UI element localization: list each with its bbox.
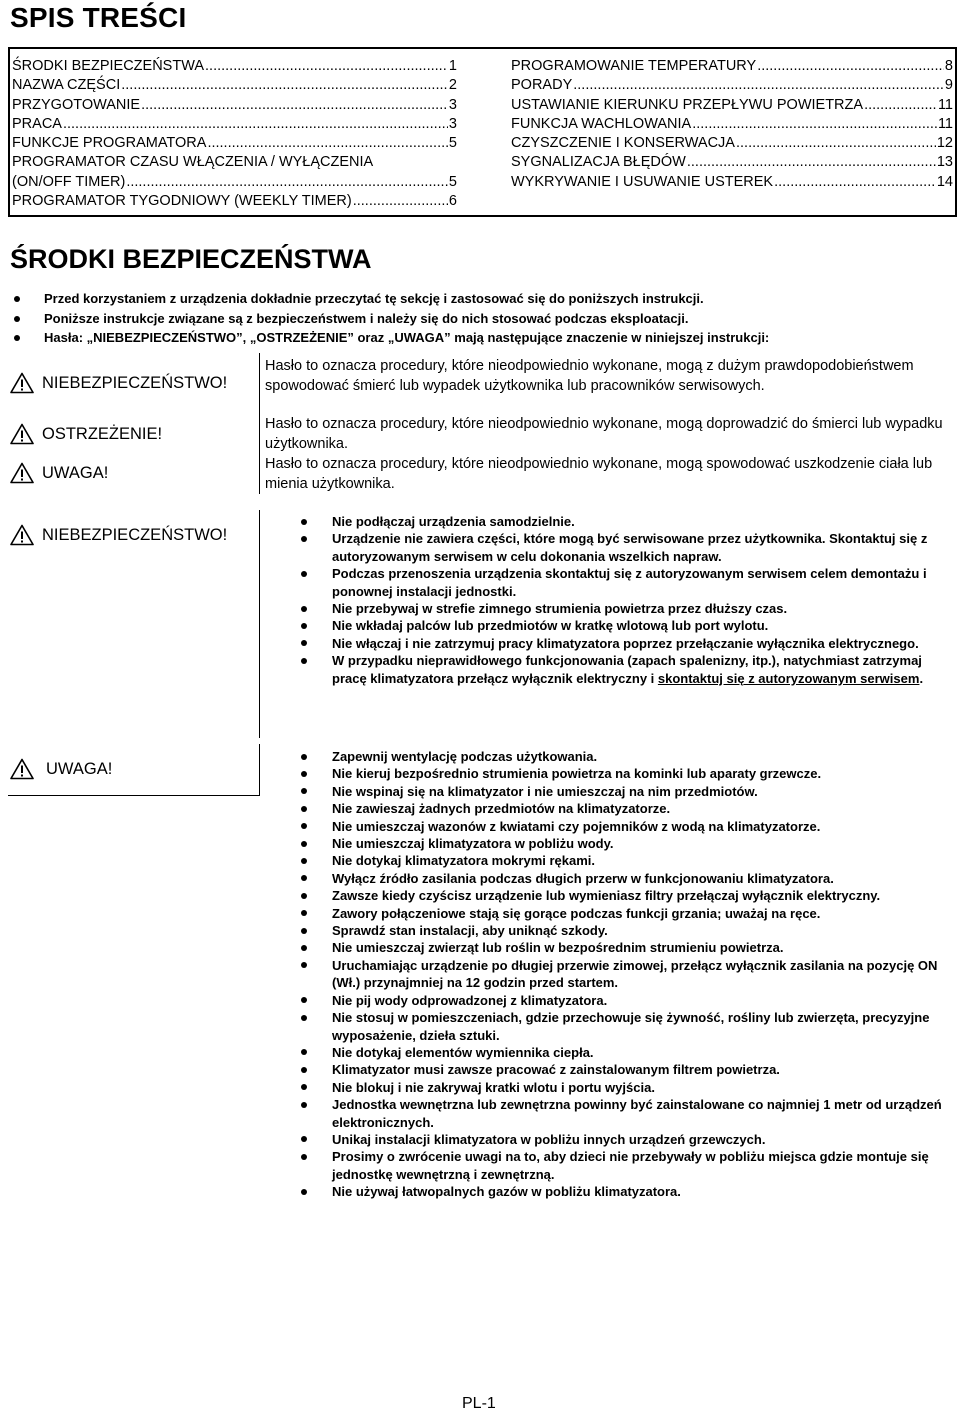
page-title: SPIS TREŚCI [10, 2, 187, 33]
danger-item [300, 600, 950, 617]
toc-entry-page: 6 [448, 193, 457, 210]
toc-entry[interactable] [511, 115, 953, 134]
toc-entry[interactable] [511, 96, 953, 115]
definition-text: Hasło to oznacza procedury, które nieodpowiednio wykonane, mogą doprowadzić do śmierci lub wypadku użytkownika. [265, 416, 943, 452]
caution-item-text: Nie dotykaj elementów wymiennika ciepła. [332, 1044, 594, 1060]
toc-entry-page: 12 [936, 135, 953, 152]
caution-item [300, 783, 950, 800]
bullet-icon [301, 806, 307, 812]
bullet-icon [301, 823, 307, 829]
caution-item [300, 1009, 950, 1044]
toc-entry-page: 5 [448, 173, 457, 190]
toc-entry[interactable] [511, 153, 953, 172]
danger-label [10, 524, 227, 546]
toc-leader-dots [757, 57, 944, 76]
intro-item [14, 328, 944, 348]
caution-item-text: Zawory połączeniowe stają się gorące podczas funkcji grzania; uważaj na ręce. [332, 905, 821, 921]
danger-item-text: W przypadku nieprawidłowego funkcjonowania (zapach spalenizny, itp.), natychmiast zatrzymaj pracę klimatyzatora przełącz wyłącznik elektryczny i skontaktuj się z autoryzowanym serwisem. [332, 653, 924, 686]
page-number: PL-1 [462, 1395, 496, 1412]
toc-leader-dots [573, 76, 944, 95]
bullet-icon [301, 910, 307, 916]
caution-item [300, 818, 950, 835]
bullet-icon [14, 335, 20, 341]
danger-item-text: Podczas przenoszenia urządzenia skontaktuj się z autoryzowanym serwisem celem demontażu i ponownej instalacji jednostki. [332, 566, 927, 599]
caution-item-text: Jednostka wewnętrzna lub zewnętrzna powinny być zainstalowane co najmniej 1 metr od urządzeń elektronicznych. [332, 1097, 942, 1130]
danger-list [300, 513, 950, 687]
toc-entry-page: 11 [937, 115, 953, 132]
caution-item [300, 1061, 950, 1078]
bullet-icon [301, 928, 307, 934]
definition-label-warning [10, 423, 162, 445]
caution-label-text: UWAGA! [46, 759, 113, 778]
definition-label: UWAGA! [42, 463, 109, 482]
bullet-icon [301, 658, 307, 664]
toc-entry-page: 9 [944, 77, 953, 94]
caution-item-text: Nie używaj łatwopalnych gazów w pobliżu klimatyzatora. [332, 1184, 681, 1200]
caution-item [300, 852, 950, 869]
caution-item [300, 870, 950, 887]
intro-item-text: Hasła: „NIEBEZPIECZEŃSTWO”, „OSTRZEŻENIE” oraz „UWAGA” mają następujące znaczenie w niniejszej instrukcji: [44, 330, 770, 345]
intro-item [14, 309, 944, 329]
caution-item-text: Uruchamiając urządzenie po długiej przerwie zimowej, przełącz wyłącznik zasilania na pozycję ON (Wł.) przynajmniej na 12 godzin przed startem. [332, 957, 938, 991]
toc-entry[interactable] [12, 76, 457, 95]
bullet-icon [301, 858, 307, 864]
caution-item-text: Nie umieszczaj wazonów z kwiatami czy pojemników z wodą na klimatyzatorze. [332, 818, 821, 834]
warning-triangle-icon [10, 423, 34, 445]
caution-item-text: Sprawdź stan instalacji, aby uniknąć szkody. [332, 923, 608, 939]
table-of-contents [8, 47, 957, 217]
toc-entry-page: 8 [944, 58, 953, 74]
definition-label: NIEBEZPIECZEŃSTWO! [42, 373, 228, 392]
bullet-icon [301, 962, 307, 968]
bullet-icon [301, 623, 307, 629]
caution-item-text: Nie kieruj bezpośrednio strumienia powietrza na kominki lub aparaty grzewcze. [332, 766, 822, 782]
warning-triangle-icon [10, 372, 34, 394]
bullet-icon [301, 571, 307, 577]
warning-triangle-icon [10, 524, 34, 546]
toc-leader-dots [126, 173, 448, 192]
toc-entry-page: 13 [936, 154, 953, 171]
caution-list [300, 748, 950, 1201]
danger-item [300, 635, 950, 652]
caution-item [300, 1183, 950, 1200]
toc-entry[interactable] [511, 173, 953, 192]
toc-leader-dots [864, 96, 937, 115]
bullet-icon [301, 1067, 307, 1073]
danger-item [300, 617, 950, 634]
toc-entry-title: PROGRAMOWANIE TEMPERATURY [511, 58, 757, 74]
toc-entry-page: 14 [936, 173, 953, 190]
bullet-icon [301, 788, 307, 794]
caution-item [300, 765, 950, 782]
caution-item-text: Nie umieszczaj klimatyzatora w pobliżu wody. [332, 836, 614, 852]
caution-item [300, 800, 950, 817]
caution-item-text: Zawsze kiedy czyścisz urządzenie lub wymieniasz filtry przełączaj wyłącznik elektryczny. [332, 888, 881, 904]
bullet-icon [301, 640, 307, 646]
caution-item-text: Nie pij wody odprowadzonej z klimatyzatora. [332, 992, 608, 1008]
toc-entry-title: SYGNALIZACJA BŁĘDÓW [511, 154, 686, 171]
caution-item [300, 992, 950, 1009]
toc-entry-title: NAZWA CZĘŚCI [12, 77, 121, 94]
caution-item-text: Nie blokuj i nie zakrywaj kratki wlotu i portu wyjścia. [332, 1079, 655, 1095]
intro-list [14, 289, 944, 348]
caution-label [10, 758, 112, 780]
toc-left-column [12, 57, 457, 211]
danger-item-text: Urządzenie nie zawiera części, które mogą być serwisowane przez użytkownika. Skontaktuj się z autoryzowanym serwisem w celu dokonania wszelkich napraw. [332, 531, 928, 564]
danger-item [300, 513, 950, 530]
definition-text: Hasło to oznacza procedury, które nieodpowiednio wykonane, mogą z dużym prawdopodobieństwem spowodować śmierć lub wypadek użytkownika lub pracowników serwisowych. [265, 358, 914, 394]
caution-item [300, 905, 950, 922]
bullet-icon [301, 1189, 307, 1195]
bullet-icon [301, 893, 307, 899]
bullet-icon [301, 997, 307, 1003]
toc-entry[interactable] [511, 134, 953, 153]
toc-entry[interactable] [12, 115, 457, 134]
toc-entry[interactable] [12, 173, 457, 192]
caution-item-text: Nie wspinaj się na klimatyzator i nie umieszczaj na nim przedmiotów. [332, 783, 758, 799]
toc-entry-page: 3 [448, 96, 457, 113]
danger-item [300, 530, 950, 565]
toc-leader-dots [687, 153, 936, 172]
danger-item [300, 652, 950, 687]
toc-leader-dots [205, 57, 448, 76]
toc-entry-page: 1 [448, 58, 457, 74]
danger-label-text: NIEBEZPIECZEŃSTWO! [42, 525, 228, 544]
danger-item-text: Nie podłączaj urządzenia samodzielnie. [332, 514, 575, 529]
caution-item [300, 939, 950, 956]
section-title: ŚRODKI BEZPIECZEŃSTWA [10, 244, 372, 274]
bullet-icon [301, 771, 307, 777]
bullet-icon [301, 754, 307, 760]
toc-right-column [511, 57, 953, 192]
toc-leader-dots [353, 192, 448, 211]
toc-entry-title: ŚRODKI BEZPIECZEŃSTWA [12, 58, 205, 74]
toc-entry-title: FUNKCJA WACHLOWANIA [511, 115, 692, 132]
danger-item-text: Nie włączaj i nie zatrzymuj pracy klimatyzatora poprzez przełączanie wyłącznika elektrycznego. [332, 635, 919, 651]
toc-entry-title: WYKRYWANIE I USUWANIE USTEREK [511, 173, 774, 190]
toc-leader-dots [774, 173, 936, 192]
caution-item-text: Nie zawieszaj żadnych przedmiotów na klimatyzatorze. [332, 801, 671, 817]
danger-item-text: Nie przebywaj w strefie zimnego strumienia powietrza przez dłuższy czas. [332, 601, 788, 617]
definition-label-danger [10, 372, 227, 394]
caution-item [300, 1079, 950, 1096]
caution-item-text: Prosimy o zwrócenie uwagi na to, aby dzieci nie przebywały w pobliżu miejsca gdzie montuje się jednostkę wewnętrzną i zewnętrzną. [332, 1149, 929, 1182]
danger-item-text: Nie wkładaj palców lub przedmiotów w kratkę wlotową lub port wylotu. [332, 618, 769, 634]
toc-entry[interactable] [12, 134, 457, 153]
definition-text: Hasło to oznacza procedury, które nieodpowiednio wykonane, mogą spowodować uszkodzenie ciała lub mienia użytkownika. [265, 456, 933, 492]
bullet-icon [301, 875, 307, 881]
caution-item [300, 1044, 950, 1061]
caution-item-text: Nie dotykaj klimatyzatora mokrymi rękami. [332, 853, 596, 869]
toc-entry[interactable] [511, 76, 953, 95]
toc-entry-title: PRZYGOTOWANIE [12, 96, 141, 113]
toc-entry-title-line[interactable]: PROGRAMATOR CZASU WŁĄCZENIA / WYŁĄCZENIA [12, 154, 374, 171]
toc-entry-title: FUNKCJE PROGRAMATORA [12, 135, 207, 152]
caution-item-text: Klimatyzator musi zawsze pracować z zainstalowanym filtrem powietrza. [332, 1062, 780, 1078]
caution-item [300, 1148, 950, 1183]
toc-entry[interactable] [12, 96, 457, 115]
toc-leader-dots [121, 76, 448, 95]
toc-leader-dots [141, 96, 448, 115]
toc-entry[interactable] [12, 192, 457, 211]
toc-leader-dots [207, 134, 447, 153]
bullet-icon [14, 316, 20, 322]
toc-entry-page: 2 [448, 77, 457, 94]
warning-triangle-icon [10, 462, 34, 484]
bullet-icon [301, 519, 307, 525]
intro-item [14, 289, 944, 309]
intro-item-text: Poniższe instrukcje związane są z bezpieczeństwem i należy się do nich stosować podczas eksploatacji. [44, 310, 689, 326]
danger-item [300, 565, 950, 600]
warning-triangle-icon [10, 758, 34, 780]
definition-label: OSTRZEŻENIE! [42, 424, 163, 443]
caution-item [300, 1131, 950, 1148]
toc-entry-title: CZYSZCZENIE I KONSERWACJA [511, 135, 735, 152]
toc-entry-page: 5 [448, 135, 457, 152]
toc-entry-title: USTAWIANIE KIERUNKU PRZEPŁYWU POWIETRZA [511, 96, 864, 113]
toc-entry[interactable] [12, 57, 457, 76]
bullet-icon [301, 1154, 307, 1160]
toc-entry-title: PRACA [12, 115, 62, 132]
toc-entry-page: 3 [448, 115, 457, 132]
definition-label-caution [10, 462, 108, 484]
caution-item [300, 748, 950, 765]
toc-entry-title: PROGRAMATOR TYGODNIOWY (WEEKLY TIMER) [12, 193, 352, 210]
bullet-icon [301, 1084, 307, 1090]
toc-leader-dots [692, 115, 937, 134]
bullet-icon [14, 296, 20, 302]
caution-item-text: Wyłącz źródło zasilania podczas długich przerw w funkcjonowaniu klimatyzatora. [332, 870, 834, 886]
bullet-icon [301, 1049, 307, 1055]
bullet-icon [301, 841, 307, 847]
caution-item [300, 1096, 950, 1131]
bullet-icon [301, 1136, 307, 1142]
intro-item-text: Przed korzystaniem z urządzenia dokładnie przeczytać tę sekcję i zastosować się do poniższych instrukcji. [44, 291, 704, 306]
caution-item [300, 922, 950, 939]
caution-item-text: Nie stosuj w pomieszczeniach, gdzie przechowuje się żywność, rośliny lub zwierzęta, precyzyjne wyposażenie, dzieła sztuki. [332, 1010, 930, 1043]
bullet-icon [301, 536, 307, 542]
caution-item-text: Nie umieszczaj zwierząt lub roślin w bezpośrednim strumieniu powietrza. [332, 940, 784, 956]
caution-item [300, 887, 950, 904]
caution-item-text: Zapewnij wentylację podczas użytkowania. [332, 749, 598, 764]
toc-entry-title: (ON/OFF TIMER) [12, 173, 126, 190]
toc-entry-title: PORADY [511, 77, 573, 94]
toc-leader-dots [736, 134, 936, 153]
toc-entry[interactable] [511, 57, 953, 76]
caution-item-text: Unikaj instalacji klimatyzatora w pobliżu innych urządzeń grzewczych. [332, 1131, 766, 1147]
toc-leader-dots [63, 115, 448, 134]
caution-item [300, 835, 950, 852]
bullet-icon [301, 945, 307, 951]
bullet-icon [301, 606, 307, 612]
bullet-icon [301, 1102, 307, 1108]
bullet-icon [301, 1015, 307, 1021]
caution-item [300, 957, 950, 992]
toc-entry-page: 11 [937, 96, 953, 113]
